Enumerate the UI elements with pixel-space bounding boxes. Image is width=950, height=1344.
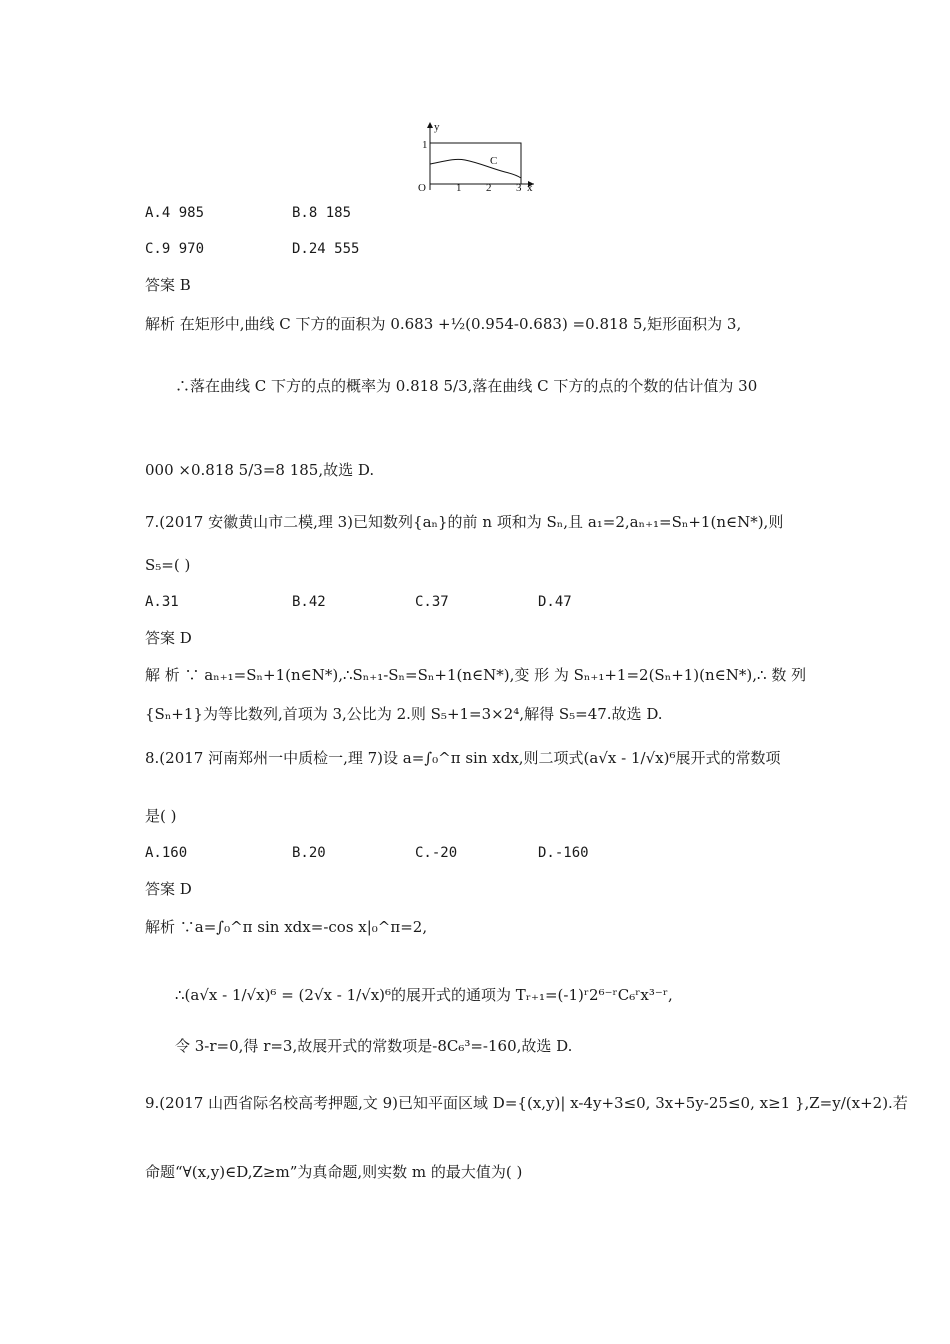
q8-option-b: B.20 [292, 845, 326, 861]
q8-answer: 答案 D [145, 880, 192, 898]
q6-option-b: B.8 185 [292, 205, 352, 221]
q6-answer: 答案 B [145, 276, 191, 294]
q7-answer: 答案 D [145, 629, 192, 647]
q8-analysis-line-2: ∴(a√x - 1/√x)⁶ = (2√x - 1/√x)⁶的展开式的通项为 Tᵣ₊₁=(-1)ʳ2⁶⁻ʳC₆ʳx³⁻ʳ, [175, 986, 673, 1004]
q7-analysis-line-2: {Sₙ+1}为等比数列,首项为 3,公比为 2.则 S₅+1=3×2⁴,解得 S₅=47.故选 D. [145, 705, 663, 723]
q9-stem-line-1: 9.(2017 山西省际名校高考押题,文 9)已知平面区域 D={(x,y)| x-4y+3≤0, 3x+5y-25≤0, x≥1 },Z=y/(x+2).若 [145, 1094, 908, 1112]
q6-analysis-line-2: ∴落在曲线 C 下方的点的概率为 0.818 5/3,落在曲线 C 下方的点的个数的估计值为 30 [175, 377, 758, 395]
q7-stem-line-1: 7.(2017 安徽黄山市二模,理 3)已知数列{aₙ}的前 n 项和为 Sₙ,且 a₁=2,aₙ₊₁=Sₙ+1(n∈N*),则 [145, 513, 784, 531]
tick-y-1: 1 [422, 139, 428, 151]
q7-option-d: D.47 [538, 594, 572, 610]
q8-stem-line-1: 8.(2017 河南郑州一中质检一,理 7)设 a=∫₀^π sin xdx,则二项式(a√x - 1/√x)⁶展开式的常数项 [145, 749, 781, 767]
q6-analysis-line-3: 000 ×0.818 5/3=8 185,故选 D. [145, 461, 375, 479]
tick-x-2: 2 [486, 182, 492, 193]
y-axis-label: y [434, 121, 440, 133]
q6-analysis-line-1: 解析 在矩形中,曲线 C 下方的面积为 0.683 +½(0.954-0.683) =0.818 5,矩形面积为 3, [145, 315, 742, 333]
q8-option-d: D.-160 [538, 845, 589, 861]
tick-x-1: 1 [456, 182, 462, 193]
q6-option-c: C.9 970 [145, 241, 205, 257]
q8-stem-line-2: 是( ) [145, 807, 177, 825]
x-axis-label: x [527, 182, 533, 193]
q6-option-a: A.4 985 [145, 205, 205, 221]
origin-label: O [418, 182, 426, 193]
q7-option-b: B.42 [292, 594, 326, 610]
q8-option-c: C.-20 [415, 845, 458, 861]
q7-option-a: A.31 [145, 594, 179, 610]
q8-analysis-line-1: 解析 ∵a=∫₀^π sin xdx=-cos x|₀^π=2, [145, 918, 428, 936]
curve-label: C [490, 155, 498, 167]
q6-option-d: D.24 555 [292, 241, 360, 257]
q7-stem-line-2: S₅=( ) [145, 556, 191, 574]
tick-x-3: 3 [516, 182, 522, 193]
q7-analysis-line-1: 解 析 ∵ aₙ₊₁=Sₙ+1(n∈N*),∴Sₙ₊₁-Sₙ=Sₙ+1(n∈N*),变 形 为 Sₙ₊₁+1=2(Sₙ+1)(n∈N*),∴ 数 列 [145, 666, 807, 684]
q8-analysis-line-3: 令 3-r=0,得 r=3,故展开式的常数项是-8C₆³=-160,故选 D. [175, 1037, 573, 1055]
curve-rectangle-figure [410, 118, 540, 193]
q9-stem-line-2: 命题“∀(x,y)∈D,Z≥m”为真命题,则实数 m 的最大值为( ) [145, 1163, 523, 1181]
q8-option-a: A.160 [145, 845, 188, 861]
q7-option-c: C.37 [415, 594, 449, 610]
